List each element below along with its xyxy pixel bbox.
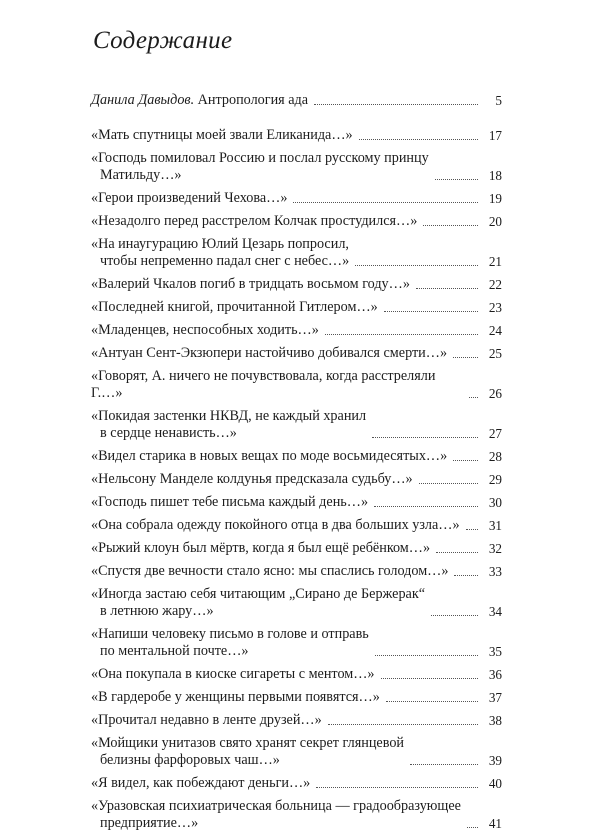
toc-entry [91,190,502,207]
toc-entry-line: «Мать спутницы моей звали Еликанида…» [91,127,353,143]
toc-entry-line: «Она покупала в киоске сигареты с ментом…» [91,666,375,682]
toc-entry-text [91,626,373,660]
toc-entry-text [91,276,414,293]
toc-entry-text [91,190,291,207]
toc-entry-line: «Господь помиловал Россию и послал русскому принцу [91,150,429,166]
toc-page-number: 36 [488,667,502,682]
page-title: Содержание [93,27,233,54]
toc-page-number: 27 [488,426,502,441]
toc-page-number: 22 [488,277,502,292]
toc-entry-text [91,299,382,316]
toc-entry-line: «Рыжий клоун был мёртв, когда я был ещё ребёнком…» [91,540,431,556]
dot-leader [469,397,478,398]
toc-entry-line: «Герои произведений Чехова…» [91,190,288,206]
toc-page-number: 41 [488,816,502,831]
toc-entry [91,494,502,511]
toc-entry-line: «Уразовская психиатрическая больница — градообразующее [91,798,461,814]
toc-entry-line: «Валерий Чкалов погиб в тридцать восьмом году…» [91,276,410,292]
toc-entry-line: «Она собрала одежду покойного отца в два больших узла…» [91,517,460,533]
toc-page-number: 5 [495,93,502,108]
toc-page-number: 32 [488,541,502,556]
toc-entry-text [91,666,379,683]
toc-entry-text [91,127,357,144]
toc-entry [91,798,502,832]
toc-entry [91,586,502,620]
toc-entry-text [91,213,421,230]
toc-entry-text [91,322,323,339]
toc-entry-author: Данила Давыдов. [91,92,195,108]
toc-entry [91,448,502,465]
toc-entry [91,150,502,184]
toc-entry [91,666,502,683]
toc-entry-text [91,471,417,488]
dot-leader [381,678,478,679]
toc-entry-line: «Незадолго перед расстрелом Колчак простудился…» [91,213,418,229]
dot-leader [467,827,478,828]
toc-entry-line: «Я видел, как побеждают деньги…» [91,775,311,791]
toc-entry [91,712,502,729]
toc-entry-text [91,798,465,832]
toc-entry-line: «На инаугурацию Юлий Цезарь попросил, [91,236,349,252]
toc-entry-line: «Мойщики унитазов свято хранят секрет глянцевой [91,735,405,751]
toc-entry-text [91,735,408,769]
toc-entry-line-continued: предприятие…» [100,815,199,831]
toc-entry-text [91,517,464,534]
toc-page-number: 23 [488,300,502,315]
toc-page-number: 40 [488,776,502,791]
toc-entry-line: «Говорят, А. ничего не почувствовала, когда расстреляли Г.…» [91,368,436,401]
toc-entry-line: «Последней книгой, прочитанной Гитлером…» [91,299,378,315]
dot-leader [359,139,478,140]
toc-entry-title: Антропология ада [197,92,309,108]
dot-leader [386,701,478,702]
table-of-contents [91,92,502,832]
toc-entry-line: «Младенцев, неспособных ходить…» [91,322,319,338]
dot-leader [374,506,478,507]
toc-page-number: 37 [488,690,502,705]
toc-entry-line: «Нельсону Манделе колдунья предсказала судьбу…» [91,471,413,487]
toc-page-number: 20 [488,214,502,229]
toc-entry [91,299,502,316]
toc-entry-text [91,345,451,362]
toc-entry-line: «Покидая застенки НКВД, не каждый хранил [91,408,367,424]
dot-leader [384,311,478,312]
dot-leader [325,334,478,335]
dot-leader [328,724,478,725]
dot-leader [423,225,478,226]
toc-entry [91,626,502,660]
toc-page-number: 33 [488,564,502,579]
dot-leader [419,483,478,484]
toc-entry-line-continued: по ментальной почте…» [100,643,249,659]
toc-entry [91,368,502,402]
toc-entry-line: «Видел старика в новых вещах по моде восьмидесятых…» [91,448,448,464]
toc-entry-text [91,494,372,511]
toc-entry-text [91,712,326,729]
toc-entry-line: «Иногда застаю себя читающим „Сирано де Бержерак“ [91,586,426,602]
toc-entry [91,540,502,557]
toc-entry-line: «Прочитал недавно в ленте друзей…» [91,712,322,728]
dot-leader [314,104,478,105]
toc-entry-text [91,92,312,109]
toc-entry [91,322,502,339]
dot-leader [436,552,478,553]
toc-entry [91,775,502,792]
toc-entry [91,127,502,144]
dot-leader [453,460,478,461]
toc-entry-text [91,448,451,465]
toc-page-number: 26 [488,386,502,401]
dot-leader [316,787,478,788]
toc-entry-text [91,775,314,792]
toc-entry-text [91,689,384,706]
toc-entry-text [91,368,467,402]
toc-entry-line: «Антуан Сент-Экзюпери настойчиво добивался смерти…» [91,345,448,361]
toc-entry-text [91,586,429,620]
dot-leader [453,357,478,358]
toc-page-number: 19 [488,191,502,206]
toc-entry [91,735,502,769]
toc-page-number: 29 [488,472,502,487]
dot-leader [466,529,478,530]
toc-page-number: 17 [488,128,502,143]
toc-entry [91,689,502,706]
toc-entry-text [91,150,433,184]
dot-leader [416,288,478,289]
toc-page-number: 35 [488,644,502,659]
dot-leader [410,764,478,765]
toc-page-number: 24 [488,323,502,338]
toc-entry-line-continued: в сердце ненависть…» [100,425,237,441]
toc-page-number: 28 [488,449,502,464]
toc-page-number: 18 [488,168,502,183]
toc-page-number: 31 [488,518,502,533]
toc-page-number: 30 [488,495,502,510]
toc-entry [91,213,502,230]
toc-entry [91,471,502,488]
toc-entry [91,563,502,580]
toc-entry-line: «Господь пишет тебе письма каждый день…» [91,494,369,510]
toc-entry [91,276,502,293]
toc-entry-line: «Спустя две вечности стало ясно: мы спаслись голодом…» [91,563,449,579]
toc-entry-line-continued: белизны фарфоровых чаш…» [100,752,280,768]
dot-leader [375,655,478,656]
toc-page-number: 34 [488,604,502,619]
dot-leader [431,615,478,616]
toc-entry-text [91,540,434,557]
toc-page-number: 21 [488,254,502,269]
dot-leader [372,437,478,438]
toc-entry [91,408,502,442]
dot-leader [293,202,478,203]
toc-page-number: 38 [488,713,502,728]
toc-entry-line: «Напиши человеку письмо в голове и отправь [91,626,369,642]
toc-entry-line-continued: в летнюю жару…» [100,603,214,619]
toc-entry-intro [91,92,502,109]
toc-entry-text [91,236,353,270]
toc-entry-line-continued: чтобы непременно падал снег с небес…» [100,253,350,269]
toc-entry-line-continued: Матильду…» [100,167,182,183]
toc-entry [91,236,502,270]
dot-leader [435,179,478,180]
dot-leader [454,575,478,576]
toc-page-number: 25 [488,346,502,361]
dot-leader [355,265,478,266]
toc-entry-text [91,563,452,580]
toc-entry-text [91,408,370,442]
toc-entry [91,345,502,362]
toc-entry [91,517,502,534]
toc-entry-line: «В гардеробе у женщины первыми появятся…» [91,689,380,705]
toc-page-number: 39 [488,753,502,768]
